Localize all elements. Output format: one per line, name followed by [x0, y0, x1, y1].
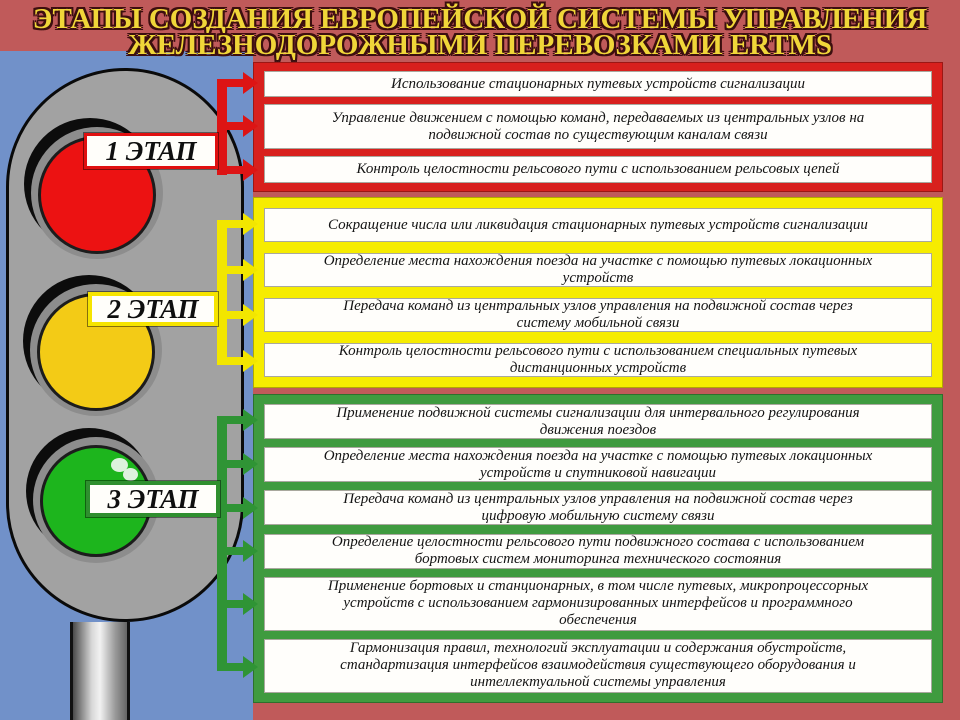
stage-1-item: Управление движением с помощью команд, передаваемых из центральных узлов на подвижной состав по существующим каналам связи	[264, 104, 932, 149]
stage-2-item: Контроль целостности рельсового пути с использованием специальных путевых дистанционных устройств	[264, 343, 932, 377]
stage-1-item: Использование стационарных путевых устройств сигнализации	[264, 71, 932, 97]
stage-3-block	[253, 394, 943, 703]
stage-3-item: Гармонизация правил, технологий эксплуатации и содержания обустройств, стандартизация интерфейсов взаимодействия существующего оборудования и интеллектуальной системы управления	[264, 639, 932, 693]
stage-2-item: Определение места нахождения поезда на участке с помощью путевых локационных устройств	[264, 253, 932, 287]
stage-3-label: 3 ЭТАП	[86, 481, 220, 517]
page-title-line1: ЭТАПЫ СОЗДАНИЯ ЕВРОПЕЙСКОЙ СИСТЕМЫ УПРАВЛЕНИЯ	[32, 3, 928, 35]
stage-2-label: 2 ЭТАП	[88, 292, 218, 326]
stage-1-block	[253, 62, 943, 192]
stage-2-item: Сокращение числа или ликвидация стационарных путевых устройств сигнализации	[264, 208, 932, 242]
stage-3-item: Применение подвижной системы сигнализации для интервального регулирования движения поездов	[264, 404, 932, 439]
stage-3-item: Определение места нахождения поезда на участке с помощью путевых локационных устройств и спутниковой навигации	[264, 447, 932, 482]
page-title	[0, 0, 960, 61]
traffic-light-pole	[70, 622, 130, 720]
stage-2-item: Передача команд из центральных узлов управления на подвижной состав через систему мобильной связи	[264, 298, 932, 332]
stage-3-item: Определение целостности рельсового пути подвижного состава с использованием бортовых систем мониторинга технического состояния	[264, 534, 932, 569]
stage-3-item: Передача команд из центральных узлов управления на подвижной состав через цифровую мобильную систему связи	[264, 490, 932, 525]
stage-3-item: Применение бортовых и станционарных, в том числе путевых, микропроцессорных устройств с использованием гармонизированных интерфейсов и программного обеспечения	[264, 577, 932, 631]
stage-2-block	[253, 197, 943, 388]
stage-1-item: Контроль целостности рельсового пути с использованием рельсовых цепей	[264, 156, 932, 183]
page-title-line2: ЖЕЛЕЗНОДОРОЖНЫМИ ПЕРЕВОЗКАМИ ERTMS	[127, 29, 833, 61]
green-light-highlight	[123, 468, 138, 481]
stage-1-label: 1 ЭТАП	[84, 133, 218, 169]
